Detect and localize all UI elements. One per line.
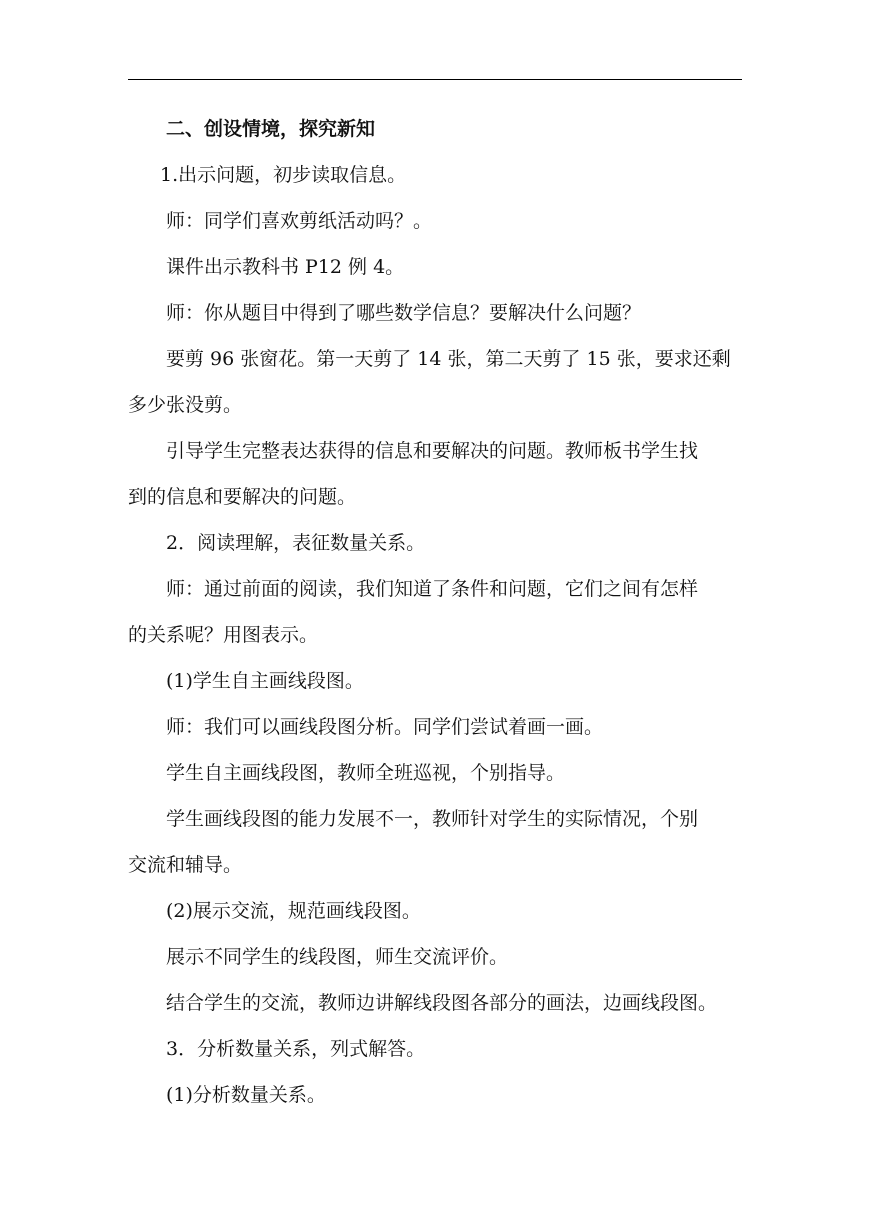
student-line-1: 学生自主画线段图，教师全班巡视，个别指导。 — [166, 762, 566, 784]
student-line-2b: 交流和辅导。 — [128, 854, 243, 876]
student-line-2a: 学生画线段图的能力发展不一，教师针对学生的实际情况，个别 — [166, 808, 699, 830]
teacher-line-3a: 师：通过前面的阅读，我们知道了条件和问题，它们之间有怎样 — [166, 578, 699, 600]
courseware-line: 课件出示教科书 P12 例 4。 — [166, 256, 405, 278]
sub-step-2: (2)展示交流，规范画线段图。 — [166, 900, 421, 922]
step-1-title: 1.出示问题，初步读取信息。 — [160, 164, 407, 186]
guide-line-2: 到的信息和要解决的问题。 — [128, 486, 357, 508]
sub-step-3: (1)分析数量关系。 — [166, 1084, 326, 1106]
teacher-question-2: 师：你从题目中得到了哪些数学信息？要解决什么问题？ — [166, 302, 642, 324]
sub-step-1: (1)学生自主画线段图。 — [166, 670, 364, 692]
teacher-line-4: 师：我们可以画线段图分析。同学们尝试着画一画。 — [166, 716, 604, 738]
step-2-title: 2．阅读理解，表征数量关系。 — [166, 532, 426, 554]
section-heading: 二、创设情境，探究新知 — [166, 118, 376, 140]
problem-line-2: 多少张没剪。 — [128, 394, 243, 416]
teacher-question-1: 师：同学们喜欢剪纸活动吗？。 — [166, 210, 433, 232]
combine-line: 结合学生的交流，教师边讲解线段图各部分的画法，边画线段图。 — [166, 992, 718, 1014]
header-rule — [128, 79, 742, 80]
display-line: 展示不同学生的线段图，师生交流评价。 — [166, 946, 509, 968]
guide-line-1: 引导学生完整表达获得的信息和要解决的问题。教师板书学生找 — [166, 440, 699, 462]
step-3-title: 3．分析数量关系，列式解答。 — [166, 1038, 426, 1060]
problem-line-1: 要剪 96 张窗花。第一天剪了 14 张，第二天剪了 15 张，要求还剩 — [166, 348, 731, 370]
teacher-line-3b: 的关系呢？用图表示。 — [128, 624, 319, 646]
